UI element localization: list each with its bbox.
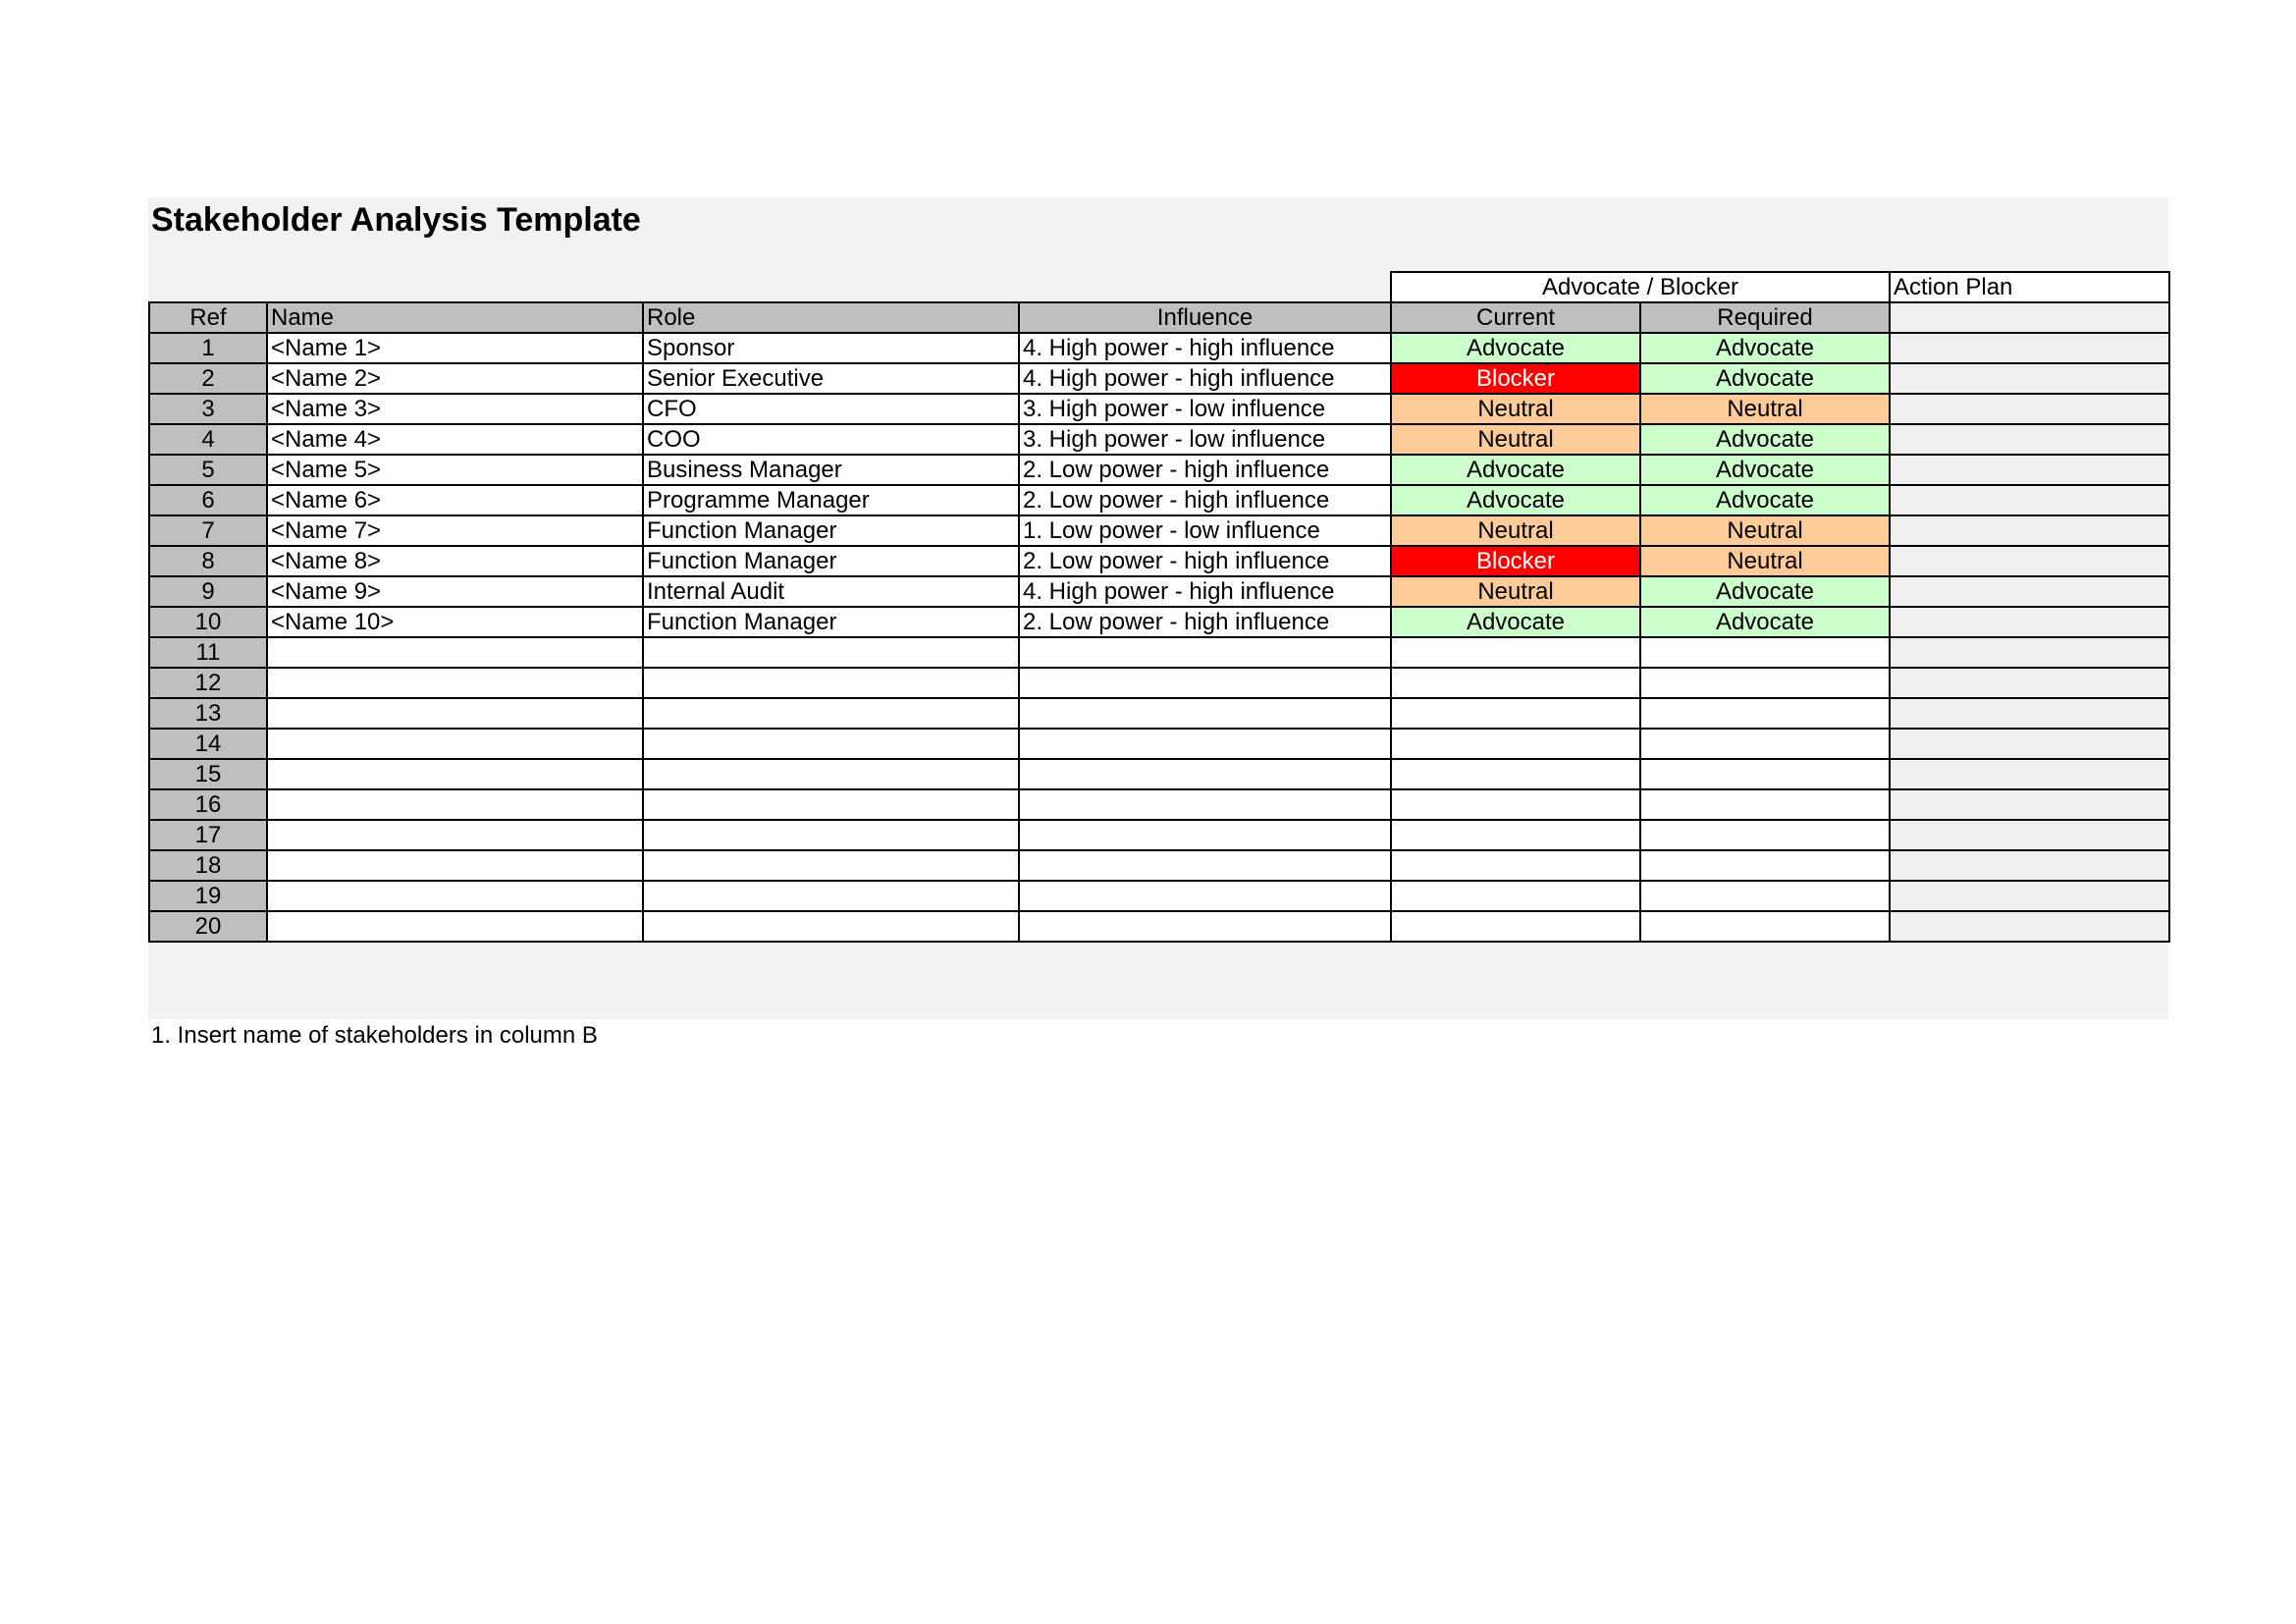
current-status-cell[interactable]: Advocate	[1391, 333, 1640, 363]
role-cell[interactable]	[643, 881, 1019, 911]
ref-cell[interactable]: 2	[149, 363, 267, 394]
influence-column-header: Influence	[1019, 302, 1391, 333]
table-row	[149, 424, 2169, 455]
ref-column-header: Ref	[149, 302, 267, 333]
header-group-row	[149, 272, 2169, 302]
current-status-cell[interactable]	[1391, 759, 1640, 789]
current-status-cell[interactable]	[1391, 850, 1640, 881]
influence-cell[interactable]: 2. Low power - high influence	[1019, 546, 1391, 576]
required-status-cell[interactable]: Advocate	[1640, 333, 1890, 363]
required-status-cell[interactable]: Neutral	[1640, 394, 1890, 424]
influence-cell[interactable]	[1019, 637, 1391, 668]
action-plan-cell[interactable]	[1890, 485, 2169, 515]
influence-cell[interactable]	[1019, 668, 1391, 698]
role-cell[interactable]: Programme Manager	[643, 485, 1019, 515]
role-cell[interactable]	[643, 911, 1019, 942]
required-status-cell[interactable]	[1640, 668, 1890, 698]
name-cell[interactable]: <Name 5>	[267, 455, 643, 485]
action-plan-cell[interactable]	[1890, 668, 2169, 698]
role-cell[interactable]	[643, 698, 1019, 729]
name-cell[interactable]: <Name 6>	[267, 485, 643, 515]
influence-cell[interactable]	[1019, 789, 1391, 820]
role-cell[interactable]	[643, 637, 1019, 668]
action-plan-cell[interactable]	[1890, 455, 2169, 485]
name-cell[interactable]: <Name 3>	[267, 394, 643, 424]
current-status-cell[interactable]	[1391, 911, 1640, 942]
current-status-cell[interactable]: Advocate	[1391, 485, 1640, 515]
ref-cell[interactable]: 20	[149, 911, 267, 942]
current-status-cell[interactable]: Blocker	[1391, 363, 1640, 394]
influence-cell[interactable]: 2. Low power - high influence	[1019, 607, 1391, 637]
action-plan-cell[interactable]	[1890, 424, 2169, 455]
table-row	[149, 546, 2169, 576]
header-group-spacer	[149, 272, 1391, 302]
current-status-cell[interactable]: Advocate	[1391, 607, 1640, 637]
table-row	[149, 850, 2169, 881]
name-cell[interactable]	[267, 729, 643, 759]
role-cell[interactable]	[643, 789, 1019, 820]
table-row	[149, 485, 2169, 515]
required-status-cell[interactable]: Advocate	[1640, 607, 1890, 637]
influence-cell[interactable]: 3. High power - low influence	[1019, 394, 1391, 424]
influence-cell[interactable]	[1019, 759, 1391, 789]
ref-cell[interactable]: 9	[149, 576, 267, 607]
influence-cell[interactable]	[1019, 850, 1391, 881]
action-plan-cell[interactable]	[1890, 850, 2169, 881]
role-cell[interactable]	[643, 668, 1019, 698]
name-cell[interactable]: <Name 8>	[267, 546, 643, 576]
footnote: 1. Insert name of stakeholders in column B	[151, 1022, 598, 1049]
current-status-cell[interactable]	[1391, 698, 1640, 729]
action-plan-cell[interactable]	[1890, 546, 2169, 576]
name-cell[interactable]: <Name 9>	[267, 576, 643, 607]
action-plan-cell[interactable]	[1890, 729, 2169, 759]
required-status-cell[interactable]: Advocate	[1640, 455, 1890, 485]
role-cell[interactable]	[643, 759, 1019, 789]
ref-cell[interactable]: 8	[149, 546, 267, 576]
current-status-cell[interactable]: Blocker	[1391, 546, 1640, 576]
table-row	[149, 607, 2169, 637]
name-cell[interactable]	[267, 881, 643, 911]
name-cell[interactable]	[267, 820, 643, 850]
stakeholder-table	[148, 271, 2170, 943]
table-row	[149, 333, 2169, 363]
name-cell[interactable]	[267, 698, 643, 729]
action-plan-header: Action Plan	[1890, 272, 2169, 302]
required-status-cell[interactable]: Neutral	[1640, 515, 1890, 546]
page-title: Stakeholder Analysis Template	[151, 201, 641, 239]
name-cell[interactable]	[267, 911, 643, 942]
action-plan-cell[interactable]	[1890, 333, 2169, 363]
table-row	[149, 668, 2169, 698]
role-cell[interactable]: Senior Executive	[643, 363, 1019, 394]
table-row	[149, 394, 2169, 424]
ref-cell[interactable]: 19	[149, 881, 267, 911]
required-column-header: Required	[1640, 302, 1890, 333]
current-column-header: Current	[1391, 302, 1640, 333]
table-row	[149, 759, 2169, 789]
table-row	[149, 911, 2169, 942]
table-row	[149, 881, 2169, 911]
required-status-cell[interactable]: Advocate	[1640, 424, 1890, 455]
required-status-cell[interactable]	[1640, 850, 1890, 881]
required-status-cell[interactable]	[1640, 698, 1890, 729]
current-status-cell[interactable]: Neutral	[1391, 424, 1640, 455]
action-plan-cell[interactable]	[1890, 515, 2169, 546]
table-row	[149, 455, 2169, 485]
name-cell[interactable]: <Name 2>	[267, 363, 643, 394]
ref-cell[interactable]: 17	[149, 820, 267, 850]
current-status-cell[interactable]: Neutral	[1391, 515, 1640, 546]
action-plan-cell[interactable]	[1890, 759, 2169, 789]
role-cell[interactable]: COO	[643, 424, 1019, 455]
required-status-cell[interactable]	[1640, 789, 1890, 820]
influence-cell[interactable]: 4. High power - high influence	[1019, 576, 1391, 607]
advocate-blocker-group-header: Advocate / Blocker	[1391, 272, 1890, 302]
name-cell[interactable]: <Name 1>	[267, 333, 643, 363]
current-status-cell[interactable]	[1391, 789, 1640, 820]
required-status-cell[interactable]	[1640, 729, 1890, 759]
influence-cell[interactable]: 1. Low power - low influence	[1019, 515, 1391, 546]
role-cell[interactable]: Function Manager	[643, 607, 1019, 637]
action-plan-subheader	[1890, 302, 2169, 333]
ref-cell[interactable]: 6	[149, 485, 267, 515]
table-row	[149, 729, 2169, 759]
influence-cell[interactable]: 4. High power - high influence	[1019, 363, 1391, 394]
current-status-cell[interactable]	[1391, 729, 1640, 759]
role-column-header: Role	[643, 302, 1019, 333]
role-cell[interactable]: Function Manager	[643, 515, 1019, 546]
action-plan-cell[interactable]	[1890, 394, 2169, 424]
influence-cell[interactable]	[1019, 729, 1391, 759]
name-cell[interactable]	[267, 637, 643, 668]
ref-cell[interactable]: 18	[149, 850, 267, 881]
role-cell[interactable]	[643, 729, 1019, 759]
role-cell[interactable]: Internal Audit	[643, 576, 1019, 607]
required-status-cell[interactable]	[1640, 820, 1890, 850]
action-plan-cell[interactable]	[1890, 881, 2169, 911]
table-row	[149, 789, 2169, 820]
current-status-cell[interactable]	[1391, 881, 1640, 911]
role-cell[interactable]: CFO	[643, 394, 1019, 424]
table-row	[149, 698, 2169, 729]
name-column-header: Name	[267, 302, 643, 333]
name-cell[interactable]	[267, 668, 643, 698]
influence-cell[interactable]	[1019, 820, 1391, 850]
action-plan-cell[interactable]	[1890, 820, 2169, 850]
action-plan-cell[interactable]	[1890, 607, 2169, 637]
required-status-cell[interactable]	[1640, 637, 1890, 668]
action-plan-cell[interactable]	[1890, 698, 2169, 729]
table-row	[149, 363, 2169, 394]
required-status-cell[interactable]: Neutral	[1640, 546, 1890, 576]
influence-cell[interactable]	[1019, 698, 1391, 729]
name-cell[interactable]: <Name 4>	[267, 424, 643, 455]
influence-cell[interactable]: 2. Low power - high influence	[1019, 455, 1391, 485]
required-status-cell[interactable]	[1640, 911, 1890, 942]
required-status-cell[interactable]	[1640, 881, 1890, 911]
table-row	[149, 637, 2169, 668]
current-status-cell[interactable]	[1391, 820, 1640, 850]
ref-cell[interactable]: 1	[149, 333, 267, 363]
current-status-cell[interactable]: Neutral	[1391, 394, 1640, 424]
ref-cell[interactable]: 5	[149, 455, 267, 485]
name-cell[interactable]	[267, 759, 643, 789]
action-plan-cell[interactable]	[1890, 576, 2169, 607]
table-row	[149, 576, 2169, 607]
column-header-row	[149, 302, 2169, 333]
ref-cell[interactable]: 12	[149, 668, 267, 698]
ref-cell[interactable]: 16	[149, 789, 267, 820]
influence-cell[interactable]: 2. Low power - high influence	[1019, 485, 1391, 515]
required-status-cell[interactable]: Advocate	[1640, 576, 1890, 607]
action-plan-cell[interactable]	[1890, 363, 2169, 394]
role-cell[interactable]	[643, 820, 1019, 850]
ref-cell[interactable]: 3	[149, 394, 267, 424]
current-status-cell[interactable]: Neutral	[1391, 576, 1640, 607]
ref-cell[interactable]: 11	[149, 637, 267, 668]
action-plan-cell[interactable]	[1890, 789, 2169, 820]
influence-cell[interactable]	[1019, 881, 1391, 911]
name-cell[interactable]	[267, 850, 643, 881]
table-row	[149, 820, 2169, 850]
action-plan-cell[interactable]	[1890, 911, 2169, 942]
required-status-cell[interactable]: Advocate	[1640, 485, 1890, 515]
influence-cell[interactable]: 3. High power - low influence	[1019, 424, 1391, 455]
role-cell[interactable]: Sponsor	[643, 333, 1019, 363]
action-plan-cell[interactable]	[1890, 637, 2169, 668]
ref-cell[interactable]: 10	[149, 607, 267, 637]
ref-cell[interactable]: 15	[149, 759, 267, 789]
current-status-cell[interactable]: Advocate	[1391, 455, 1640, 485]
role-cell[interactable]: Business Manager	[643, 455, 1019, 485]
required-status-cell[interactable]: Advocate	[1640, 363, 1890, 394]
name-cell[interactable]	[267, 789, 643, 820]
ref-cell[interactable]: 14	[149, 729, 267, 759]
current-status-cell[interactable]	[1391, 637, 1640, 668]
name-cell[interactable]: <Name 7>	[267, 515, 643, 546]
ref-cell[interactable]: 7	[149, 515, 267, 546]
role-cell[interactable]: Function Manager	[643, 546, 1019, 576]
table-row	[149, 515, 2169, 546]
influence-cell[interactable]: 4. High power - high influence	[1019, 333, 1391, 363]
required-status-cell[interactable]	[1640, 759, 1890, 789]
ref-cell[interactable]: 13	[149, 698, 267, 729]
role-cell[interactable]	[643, 850, 1019, 881]
ref-cell[interactable]: 4	[149, 424, 267, 455]
name-cell[interactable]: <Name 10>	[267, 607, 643, 637]
influence-cell[interactable]	[1019, 911, 1391, 942]
current-status-cell[interactable]	[1391, 668, 1640, 698]
